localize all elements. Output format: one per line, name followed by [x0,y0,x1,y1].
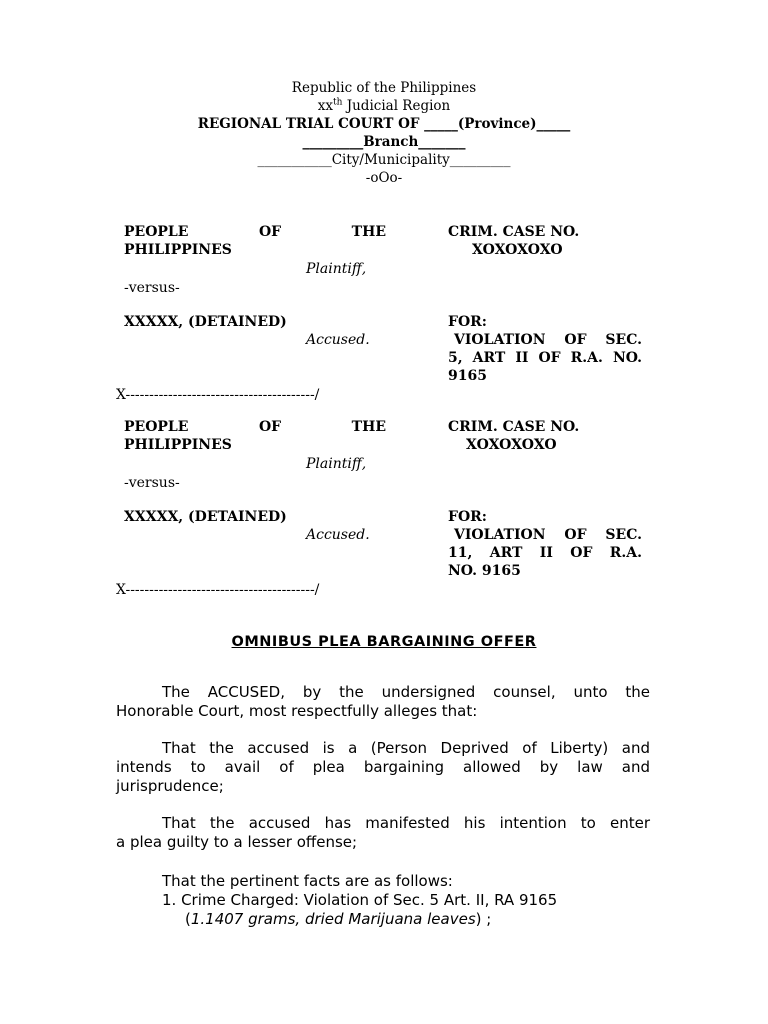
accused-role: Accused. [306,527,370,543]
case-no-value: XOXOXOXO [472,242,563,258]
plaintiff-line-2: PHILIPPINES [124,437,232,453]
case-caption-header [0,79,768,187]
plaintiff-line-1: PEOPLE OF THE [124,224,386,240]
versus-label: -versus- [124,475,180,491]
caption-separator: X----------------------------------------/ [116,582,320,598]
court-line: REGIONAL TRIAL COURT OF _____(Province)_____ [197,116,571,132]
plaintiff-role: Plaintiff, [306,261,367,277]
accused-name: XXXXX, (DETAINED) [124,314,287,330]
paragraph-1: The ACCUSED, by the undersigned counsel, unto the Honorable Court, most respectfully alleges that: [116,683,650,720]
ooo-divider: -oOo- [365,170,403,186]
plaintiff-line-1: PEOPLE OF THE [124,419,386,435]
branch-line: _________Branch_______ [302,134,466,150]
caption-separator: X----------------------------------------/ [116,387,320,403]
facts-list-item-1: 1. Crime Charged: Violation of Sec. 5 Art. II, RA 9165 (1.1407 grams, dried Marijuana leaves) ; [162,891,558,928]
paragraph-3: That the accused has manifested his intention to enter a plea guilty to a lesser offense; [116,814,650,851]
offense-line-3: NO. 9165 [448,563,521,579]
accused-name: XXXXX, (DETAINED) [124,509,287,525]
paragraph-2: That the accused is a (Person Deprived of Liberty) and intends to avail of plea bargaining allowed by law and jurisprudence; [116,739,650,795]
accused-role: Accused. [306,332,370,348]
case-no-label: CRIM. CASE NO. [448,419,580,435]
offense-line-3: 9165 [448,368,487,384]
republic-line: Republic of the Philippines [291,80,477,96]
paragraph-4: That the pertinent facts are as follows: [162,872,453,890]
document-title: OMNIBUS PLEA BARGAINING OFFER [231,634,537,650]
for-label: FOR: [448,314,487,330]
offense-line-2: 11, ART II OF R.A. [448,545,642,561]
plaintiff-role: Plaintiff, [306,456,367,472]
for-label: FOR: [448,509,487,525]
case-no-label: CRIM. CASE NO. [448,224,580,240]
city-line: ___________City/Municipality_________ [257,152,511,168]
offense-line-2: 5, ART II OF R.A. NO. [448,350,642,366]
offense-line-1: VIOLATION OF SEC. [454,332,642,348]
plaintiff-line-2: PHILIPPINES [124,242,232,258]
judicial-region-line: $xx^{th}$ Judicial Region [317,97,451,114]
versus-label: -versus- [124,280,180,296]
case-no-value: XOXOXOXO [466,437,557,453]
offense-line-1: VIOLATION OF SEC. [454,527,642,543]
